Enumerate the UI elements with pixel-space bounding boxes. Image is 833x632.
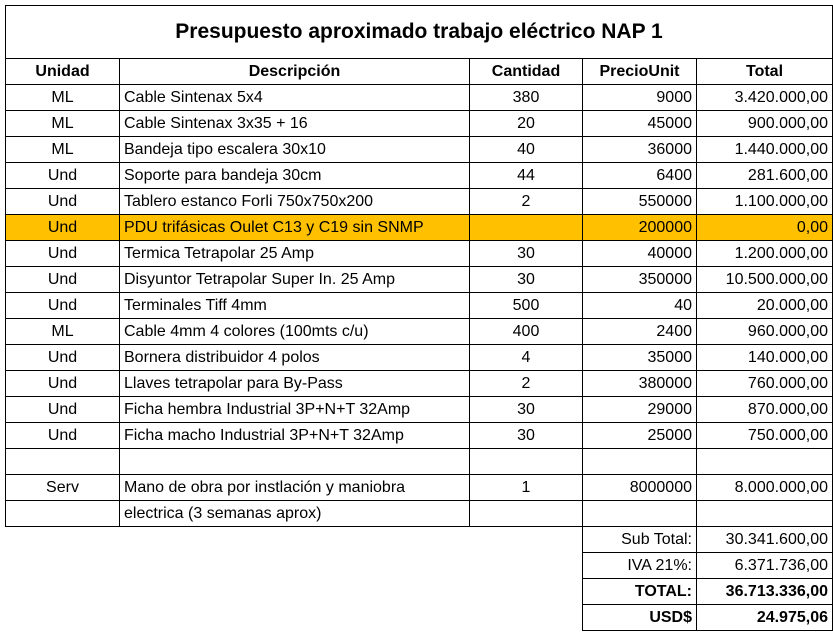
table-cell-total: 870.000,00 [696,396,833,423]
table-cell-total: 760.000,00 [696,370,833,397]
table-cell-unidad: Und [5,396,120,423]
table-cell-descripcion: Disyuntor Tetrapolar Super In. 25 Amp [119,266,470,293]
table-cell-precio: 8000000 [582,474,697,501]
table-cell-precio: 40000 [582,240,697,267]
table-cell-descripcion: Termica Tetrapolar 25 Amp [119,240,470,267]
table-cell-descripcion: Llaves tetrapolar para By-Pass [119,370,470,397]
table-cell-precio: 350000 [582,266,697,293]
table-cell-total: 1.200.000,00 [696,240,833,267]
sheet-title: Presupuesto aproximado trabajo eléctrico NAP 1 [5,5,833,59]
table-cell-total: 281.600,00 [696,162,833,189]
table-cell-total: 8.000.000,00 [696,474,833,501]
table-cell-cantidad: 30 [469,422,583,449]
table-cell-descripcion: Cable Sintenax 5x4 [119,84,470,111]
column-header-cantidad: Cantidad [469,58,583,85]
column-header-total: Total [696,58,833,85]
table-cell-descripcion: Ficha macho Industrial 3P+N+T 32Amp [119,422,470,449]
table-cell-precio: 35000 [582,344,697,371]
table-cell-cantidad [469,500,583,527]
table-cell-descripcion: Ficha hembra Industrial 3P+N+T 32Amp [119,396,470,423]
table-cell-precio: 550000 [582,188,697,215]
summary-value: 6.371.736,00 [696,552,833,579]
table-cell-unidad: Und [5,214,120,241]
table-cell-precio: 6400 [582,162,697,189]
table-cell-cantidad [469,214,583,241]
table-cell-cantidad: 2 [469,370,583,397]
table-cell-unidad: Und [5,266,120,293]
table-cell-unidad: ML [5,136,120,163]
column-header-descripcion: Descripción [119,58,470,85]
table-cell-cantidad: 500 [469,292,583,319]
table-cell-precio: 200000 [582,214,697,241]
table-cell-precio: 25000 [582,422,697,449]
table-cell-cantidad: 4 [469,344,583,371]
table-cell-total [696,448,833,475]
table-cell-descripcion: electrica (3 semanas aprox) [119,500,470,527]
table-cell-descripcion: Cable 4mm 4 colores (100mts c/u) [119,318,470,345]
table-cell-unidad: Serv [5,474,120,501]
table-cell-descripcion: PDU trifásicas Oulet C13 y C19 sin SNMP [119,214,470,241]
table-cell-total: 20.000,00 [696,292,833,319]
table-cell-cantidad: 30 [469,396,583,423]
table-cell-precio: 9000 [582,84,697,111]
table-cell-unidad: Und [5,344,120,371]
table-cell-precio: 36000 [582,136,697,163]
table-cell-unidad: Und [5,240,120,267]
table-cell-cantidad: 20 [469,110,583,137]
table-cell-total: 140.000,00 [696,344,833,371]
table-cell-unidad: ML [5,84,120,111]
table-cell-unidad: Und [5,422,120,449]
table-cell-unidad [5,500,120,527]
table-cell-precio [582,500,697,527]
table-cell-precio [582,448,697,475]
table-cell-unidad: ML [5,110,120,137]
table-cell-cantidad: 1 [469,474,583,501]
table-cell-cantidad: 30 [469,240,583,267]
table-cell-descripcion [119,448,470,475]
table-cell-total: 900.000,00 [696,110,833,137]
table-cell-cantidad: 30 [469,266,583,293]
table-cell-total [696,500,833,527]
table-cell-precio: 2400 [582,318,697,345]
table-cell-descripcion: Mano de obra por instlación y maniobra [119,474,470,501]
summary-label: Sub Total: [582,526,697,553]
table-cell-cantidad: 380 [469,84,583,111]
table-cell-descripcion: Terminales Tiff 4mm [119,292,470,319]
table-cell-unidad: Und [5,162,120,189]
table-cell-precio: 40 [582,292,697,319]
table-cell-total: 0,00 [696,214,833,241]
summary-value: 24.975,06 [696,604,833,631]
column-header-unidad: Unidad [5,58,120,85]
table-cell-descripcion: Tablero estanco Forli 750x750x200 [119,188,470,215]
table-cell-total: 960.000,00 [696,318,833,345]
table-cell-cantidad [469,448,583,475]
table-cell-unidad: Und [5,292,120,319]
table-cell-total: 750.000,00 [696,422,833,449]
summary-value: 36.713.336,00 [696,578,833,605]
table-cell-unidad: Und [5,370,120,397]
summary-value: 30.341.600,00 [696,526,833,553]
summary-label: USD$ [582,604,697,631]
column-header-precio: PrecioUnit [582,58,697,85]
table-cell-cantidad: 40 [469,136,583,163]
table-cell-cantidad: 400 [469,318,583,345]
summary-label: IVA 21%: [582,552,697,579]
table-cell-precio: 45000 [582,110,697,137]
table-cell-cantidad: 44 [469,162,583,189]
table-cell-unidad: Und [5,188,120,215]
table-cell-descripcion: Cable Sintenax 3x35 + 16 [119,110,470,137]
table-cell-precio: 29000 [582,396,697,423]
table-cell-total: 3.420.000,00 [696,84,833,111]
table-cell-descripcion: Bandeja tipo escalera 30x10 [119,136,470,163]
table-cell-total: 1.440.000,00 [696,136,833,163]
table-cell-total: 10.500.000,00 [696,266,833,293]
table-cell-total: 1.100.000,00 [696,188,833,215]
table-cell-cantidad: 2 [469,188,583,215]
table-cell-unidad: ML [5,318,120,345]
table-cell-descripcion: Soporte para bandeja 30cm [119,162,470,189]
summary-label: TOTAL: [582,578,697,605]
table-cell-descripcion: Bornera distribuidor 4 polos [119,344,470,371]
table-cell-unidad [5,448,120,475]
table-cell-precio: 380000 [582,370,697,397]
